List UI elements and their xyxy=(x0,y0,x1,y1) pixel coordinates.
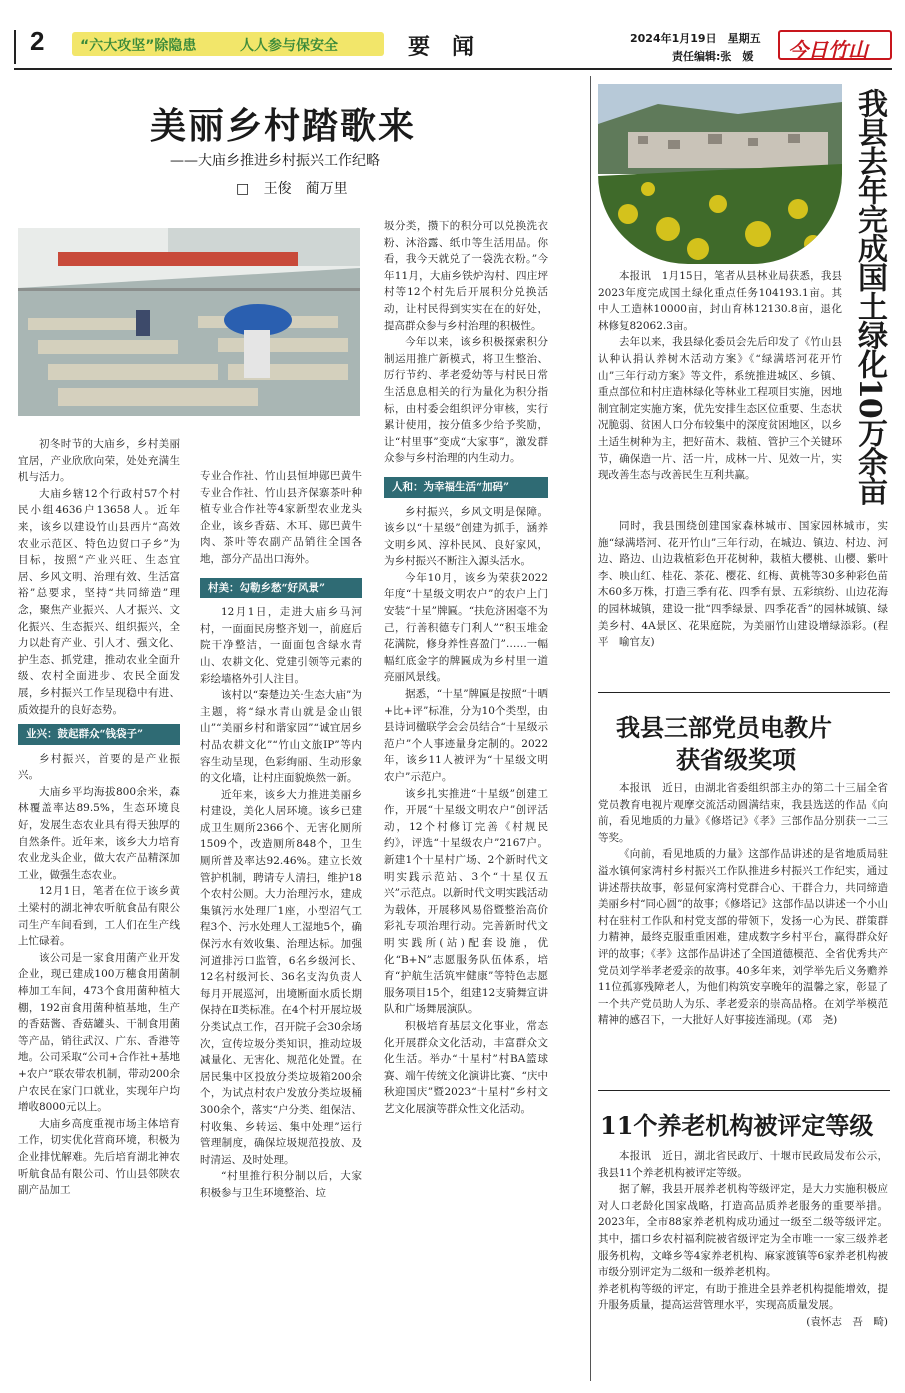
section-title: 要 闻 xyxy=(408,34,475,60)
award-article xyxy=(598,780,888,1029)
award-para: 《向前，看见地质的力量》这部作品讲述的是省地质局驻溢水镇何家湾村乡村振兴工作队推进乡村振兴工作纪实，通过讲述帮扶故事，彰显何家湾村党群合心、干群合力，共同缔造美丽乡村“同心圆”的故事；《修塔记》这部作品以讲述一个小山村在驻村工作队和村党支部的带领下，发扬一心为民、群策群力精神，最终克服重重困难，建成数字乡村平台，赢得群众好评的故事；《孝》这部作品讲述了全国道德模范、全省优秀共产党员刘学举孝老爱亲的故事。40多年来，刘学举先后义务赡养11位孤寡残障老人，为他们构筑安享晚年的温馨之家，彰显了一个共产党员助人为乐、孝老爱亲的崇高品格。在刘学举模范精神的感召下，一大批好人好事接连涌现。(邓 尧) xyxy=(598,848,888,1027)
greening-para: 同时，我县围绕创建国家森林城市、国家园林城市，实施“绿满塔河、花开竹山”三年行动，在城边、镇边、村边、河边、路边、山边栽植彩色开花树种，栽植大樱桃、山樱、紫叶李、映山红、桂花、茶花、樱花、红梅、黄桃等30多种彩色苗木60多万株，打造三季有花、四季有景、五彩缤纷、山边花海的园林城镇，建设一批“四季绿景、四季花香”的园林城镇、绿美乡村、4A景区、花果庭院，为美丽竹山建设增绿添彩。(程 平 喻官友) xyxy=(598,520,899,649)
masthead-rule xyxy=(14,68,892,70)
lead-col3-para: 据悉，“十星”牌匾是按照“十晒+比+评”标准，分为10个类型，由县诗词楹联学会会员结合“十星级示范户”个人事迹量身定制的。2022年，该乡11人被评为“十星级文明农户”示范户。 xyxy=(384,688,548,783)
lead-col3-para: 圾分类，攒下的积分可以兑换洗衣粉、沐浴露、纸巾等生活用品。你看，我今天就兑了一袋洗衣粉。”今年11月，大庙乡铁炉沟村、四庄坪村等12个村先后开展积分兑换活动，让村民得到实实在在的好处，提高群众参与乡村治理的积极性。 xyxy=(384,220,548,332)
page-number: 2 xyxy=(30,26,45,56)
right-rule-1 xyxy=(598,692,890,693)
lead-col1-para: 该公司是一家食用菌产业开发企业，现已建成100万穗食用菌制棒加工车间，473个食用菌种植大棚，192亩食用菌种植基地，生产的香菇酱、香菇罐头、干制食用菌等产品，销往武汉、广东、香港等地。公司采取“公司+合作社+基地+农户”联农带农机制，带动200余户农民在家门口就业，实现年户均增收8000元以上。 xyxy=(18,951,180,1114)
lead-col3-para: 积极培育基层文化事业，常态化开展群众文化活动，丰富群众文化生活。举办“十星村”村BA篮球赛、端午传统文化演讲比赛、“庆中秋迎国庆”暨2023“十星村”乡村文艺文化展演等群众性文化活动。 xyxy=(384,1019,548,1115)
masthead-divider-left xyxy=(14,30,16,64)
subhead-industry: 业兴：鼓起群众“钱袋子” xyxy=(18,724,180,745)
eldercare-article xyxy=(598,1148,888,1331)
greening-article xyxy=(598,268,842,484)
lead-subtitle: ——大庙乡推进乡村振兴工作纪略 xyxy=(170,153,380,169)
lead-col3-para: 该乡扎实推进“十星级”创建工作，开展“十星级文明农户”创评活动，12个村修订完善《村规民约》，评选“十星级农户”2167户。新建1个十星村广场、2个新时代文明实践示范站、3个“十星仅五兴”示范点。以新时代文明实践活动为载体，开展移风易俗暨整治高价彩礼专项治理行动。完善新时代文明实践所(站)配套设施，优化“B+N”志愿服务队伍体系，培育“护航生活筑牢健康”等特色志愿服务项目15个，组建12支骑舞宣讲队和广场舞展演队。 xyxy=(384,787,548,1016)
award-title-2: 获省级奖项 xyxy=(676,745,796,774)
paper-name: 今日竹山 xyxy=(788,38,868,62)
subhead-village: 村美：勾勒乡愁“好风景” xyxy=(200,578,362,599)
mushroom-drying-photo xyxy=(18,228,360,416)
greening-para: 去年以来，我县绿化委员会先后印发了《竹山县认种认捐认养树木活动方案》《“绿满塔河花开竹山”三年行动方案》等文件，系统推进城区、乡镇、重点部位和村庄造林绿化等林业工程项目实施，因地制宜制定实施方案，优先安排生态区位重要、生态状况脆弱、贫困人口分布较集中的深度贫困地区，以乡土适生树种为主，把好苗木、栽植、管护三个关键环节，确保造一片、活一片，成林一片、见效一片，实现改善生态与改善民生互利共赢。 xyxy=(598,336,842,482)
county-photo xyxy=(598,84,842,264)
eldercare-para: 养老机构等级的评定，有助于推进全县养老机构提能增效，提升服务质量，提高运营管理水平，实现高质量发展。 xyxy=(598,1282,888,1312)
issue-date: 2024年1月19日 星期五 xyxy=(630,32,761,45)
masthead xyxy=(14,28,892,66)
eldercare-title: 11个养老机构被评定等级 xyxy=(600,1111,874,1140)
greening-article-cont xyxy=(598,518,899,651)
lead-column-2 xyxy=(200,468,362,1202)
eldercare-byline: (袁怀志 吾 畸) xyxy=(806,1315,888,1328)
lead-title: 美丽乡村踏歌来 xyxy=(150,105,417,147)
lead-col2-para: 该村以“秦楚边关·生态大庙”为主题，将“绿水青山就是金山银山”“美丽乡村和谐家园”“诚宜居乡村品农耕文化”“竹山文旅IP”等内容生动呈现，色彩绚丽、生动形象的文化墙，让村庄面貌焕然一新。 xyxy=(200,689,362,785)
slogan-a: “六大攻坚”除隐患 xyxy=(80,38,197,54)
lead-col1-para: 大庙乡辖12个行政村57个村民小组4636户13658人。近年来，该乡以建设竹山县西片“高效农业示范区、特色边贸口子乡”为目标，按照“产业兴旺、生态宜居、乡风文明、治理有效、生活富裕”总要求，坚持“共同缔造”理念，聚焦产业振兴、人才振兴、文化振兴、生态振兴、组织振兴，全力以赴育产业、引人才、强文化、护生态、抓党建，推动农业全面升级、农村全面进步、农民全面发展，乡村振兴工作呈现稳中有进、质效提升的良好态势。 xyxy=(18,487,180,716)
lead-column-1 xyxy=(18,436,180,1199)
lead-col3-para: 今年10月，该乡为荣获2022年度“十星级文明农户”的农户上门安装“十星”牌匾。“扶危济困毫不为己，行善积德专门利人”“积玉堆金花满院，修身养性喜盈门”……一幅幅红底金字的牌匾成为乡村里一道亮丽风景线。 xyxy=(384,571,548,684)
lead-column-3 xyxy=(384,218,548,1117)
award-para: 本报讯 近日，由湖北省委组织部主办的第二十三届全省党员教育电视片观摩交流活动圆满结束，我县选送的作品《向前，看见地质的力量》《修塔记》《孝》三部作品分别获一二三等奖。 xyxy=(598,782,888,844)
eldercare-para: 据了解，我县开展养老机构等级评定，是大力实施积极应对人口老龄化国家战略，打造高品质养老服务的重要举措。2023年，全市88家养老机构成功通过一级至二级等级评定。其中，擂口乡农村福利院被省级评定为全市唯一一家三级养老服务机构，文峰乡等4家养老机构、麻家渡镇等6家养老机构被市级分别评定为二级和一级养老机构。 xyxy=(598,1183,888,1279)
eldercare-para: 本报讯 近日，湖北省民政厅、十堰市民政局发布公示，我县11个养老机构被评定等级。 xyxy=(598,1150,888,1179)
lead-col3-para: 乡村振兴，乡风文明是保障。该乡以“十星级”创建为抓手，涵养文明乡风、淳朴民风、良好家风，为乡村振兴不断注入源头活水。 xyxy=(384,505,548,568)
lead-col2-para: 近年来，该乡大力推进美丽乡村建设，美化人居环境。该乡已建成卫生厕所2366个、无害化厕所1509个，改造厕所848个，卫生厕所普及率达92.46%。建立长效管护机制，聘请专人清扫，维护18个农村公厕。大力治理污水，建成集镇污水处理厂1座，小型沼气工程3个、污水处理人工湿地5个，确保污水有效收集、治理达标。加强河道排污口监管，6名乡级河长、12名村级河长、36名支沟负责人每月开展巡河，出境断面水质长期保持在Ⅱ类标准。在4个村开展垃圾分类试点工作，召开院子会30余场次，宣传垃圾分类知识，推动垃圾减量化、无害化、规范化处置。在居民集中区投放分类垃圾箱200余个，为试点村农户发放分类垃圾桶300余个，落实“户分类、组保洁、村收集、乡转运、集中处理”运行管理制度，确保垃圾规范投放、及时清运、及时处理。 xyxy=(200,788,362,1166)
column-divider xyxy=(590,76,591,1381)
lead-col2-para: 12月1日，走进大庙乡马河村，一面面民房整齐划一，前庭后院干净整洁，一面面包含绿水青山、农耕文化、党建引领等元素的彩绘墙格外引人注目。 xyxy=(200,606,362,685)
slogan-b: 人人参与保安全 xyxy=(240,38,338,54)
lead-col2-para: 专业合作社、竹山县恒坤郧巴黄牛专业合作社、竹山县齐保寨茶叶种植专业合作社等4家新型农业龙头企业，该乡香菇、木耳、郧巴黄牛肉、茶叶等农副产品销往全国各地，部分产品出口海外。 xyxy=(200,470,362,565)
right-rule-2 xyxy=(598,1090,890,1091)
lead-byline: □ 王俊 蔺万里 xyxy=(236,181,348,197)
greenery-photo xyxy=(598,84,842,264)
lead-col1-para: 大庙乡高度重视市场主体培育工作，切实优化营商环境，积极为企业排忧解难。先后培育湖北神农听航食品有限公司、竹山县邻陕农副产品加工 xyxy=(18,1117,180,1197)
lead-col1-para: 初冬时节的大庙乡，乡村美丽宜居，产业欣欣向荣，处处充满生机与活力。 xyxy=(18,438,180,484)
lead-col1-para: 大庙乡平均海拔800余米，森林覆盖率达89.5%，生态环境良好，发展生态农业具有得天独厚的自然条件。近年来，该乡大力培育农业龙头企业，做大农产品精深加工业，做强生态农业。 xyxy=(18,785,180,881)
editor-credit: 责任编辑:张 媛 xyxy=(672,50,754,63)
greening-headline: 我县去年完成国土绿化10万余亩 xyxy=(852,88,887,505)
lead-col2-para: “村里推行积分制以后，大家积极参与卫生环境整治、垃 xyxy=(200,1170,362,1199)
lead-col1-para: 乡村振兴，首要的是产业振兴。 xyxy=(18,752,180,782)
lead-col3-para: 今年以来，该乡积极探索积分制运用推广新模式，将卫生整治、厉行节约、孝老爱幼等与村民日常生活息息相关的行为量化为积分指标，由村委会组织评分审核，实行累计使用，按分值多少给予奖励，让“村里事”变成“大家事”，激发群众参与乡村治理的内生动力。 xyxy=(384,336,548,465)
greening-para: 本报讯 1月15日，笔者从县林业局获悉，我县2023年度完成国土绿化重点任务104193.1亩。其中人工造林10000亩，封山育林12130.8亩，退化林修复82062.3亩。 xyxy=(598,270,842,332)
subhead-harmony: 人和：为幸福生活“加码” xyxy=(384,477,548,498)
paper-logo xyxy=(778,30,892,60)
award-title-1: 我县三部党员电教片 xyxy=(616,713,832,742)
lead-col1-para: 12月1日，笔者在位于该乡黄土梁村的湖北神农听航食品有限公司生产车间看到，工人们在生产线上忙碌着。 xyxy=(18,885,180,948)
lead-photo xyxy=(18,228,360,416)
